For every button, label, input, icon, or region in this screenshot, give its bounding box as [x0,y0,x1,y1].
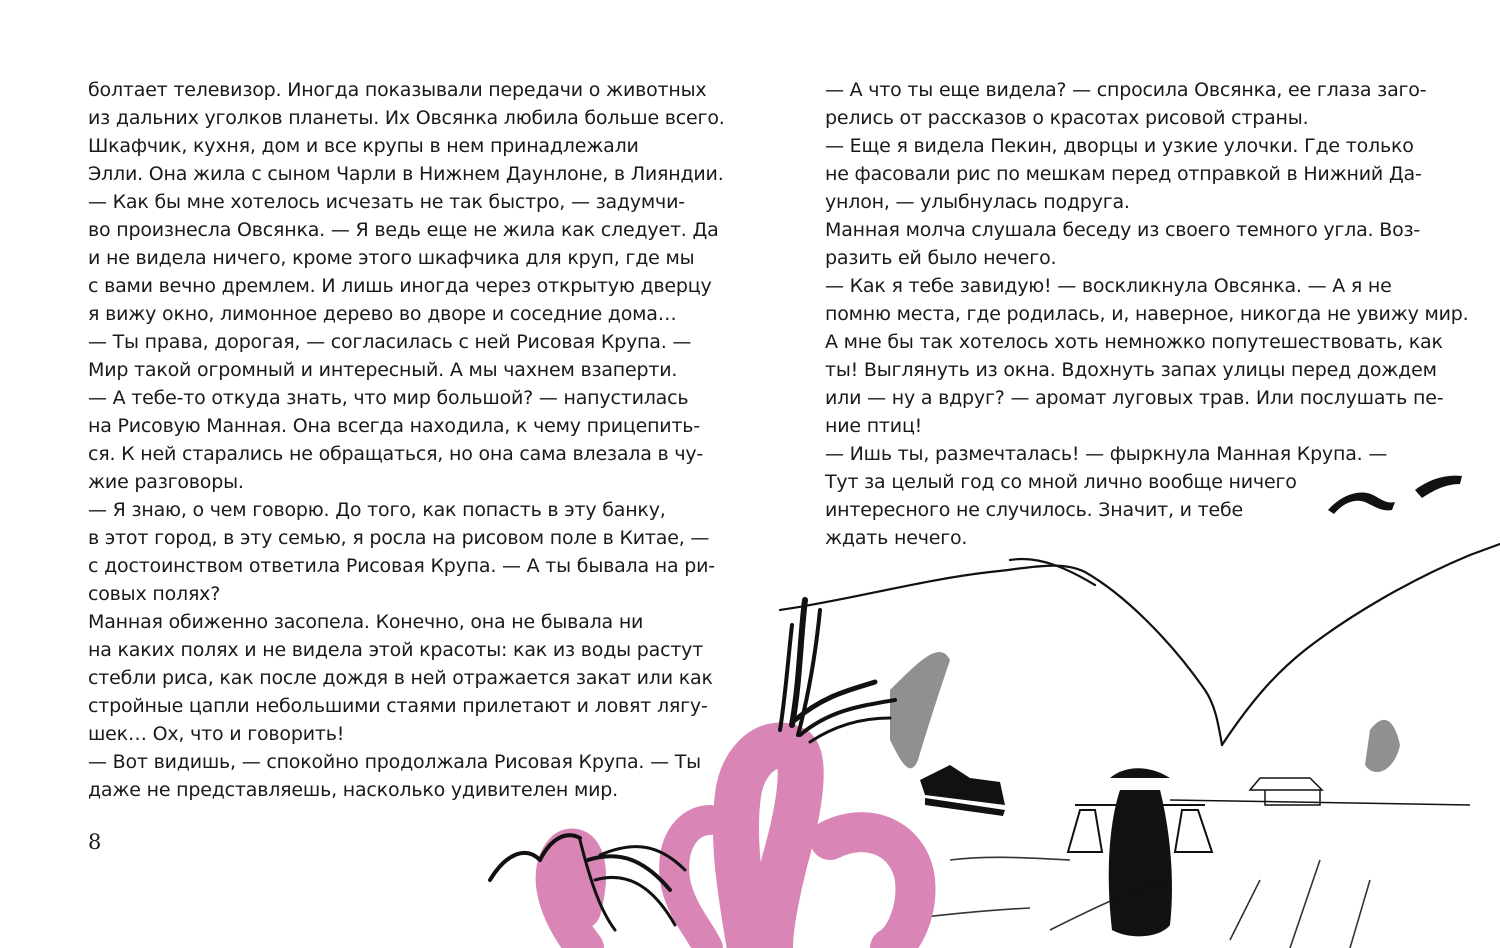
text-line: в этот город, в эту семью, я росла на рисовом поле в Китае, — [88,527,710,549]
text-line: разить ей было нечего. [825,247,1057,269]
birds-icon [1328,476,1462,514]
text-line: на Рисовую Манная. Она всегда находила, к чему прицепить- [88,415,700,437]
hill-wash-icon [890,652,1400,772]
village-houses-icon [920,765,1005,816]
text-line: стебли риса, как после дождя в ней отражается закат или как [88,667,713,689]
text-line: релись от рассказов о красотах рисовой страны. [825,107,1309,129]
text-line: болтает телевизор. Иногда показывали передачи о животных [88,79,707,101]
page-number: 8 [88,830,102,854]
text-line: унлон, — улыбнулась подруга. [825,191,1130,213]
text-line: Манная обиженно засопела. Конечно, она не бывала ни [88,611,644,633]
text-line: не фасовали рис по мешкам перед отправкой в Нижний Да- [825,163,1422,185]
text-line: Шкафчик, кухня, дом и все крупы в нем принадлежали [88,135,639,157]
farm-houses-icon [1170,778,1470,805]
text-line: совых полях? [88,583,221,605]
landscape-illustration [470,460,1500,948]
text-line: — Ты права, дорогая, — согласилась с ней Рисовая Крупа. — [88,331,692,353]
text-line: с достоинством ответила Рисовая Крупа. — А ты бывала на ри- [88,555,715,577]
mountains-icon [780,544,1500,745]
text-line: я вижу окно, лимонное дерево во дворе и соседние дома… [88,303,677,325]
text-line: даже не представляешь, насколько удивителен мир. [88,779,618,801]
text-line: из дальних уголков планеты. Их Овсянка любила больше всего. [88,107,725,129]
text-line: интересного не случилось. Значит, и тебе [825,499,1243,521]
text-line: шек… Ох, что и говорить! [88,723,345,745]
text-line: — Я знаю, о чем говорю. До того, как попасть в эту банку, [88,499,666,521]
text-line: — Как я тебе завидую! — воскликнула Овсянка. — А я не [825,275,1392,297]
text-line: — Еще я видела Пекин, дворцы и узкие улочки. Где только [825,135,1414,157]
text-line: стройные цапли небольшими стаями прилетают и ловят лягу- [88,695,708,717]
text-line: во произнесла Овсянка. — Я ведь еще не жила как следует. Да [88,219,719,241]
text-line: — Как бы мне хотелось исчезать не так быстро, — задумчи- [88,191,685,213]
text-line: ние птиц! [825,415,923,437]
text-line: А мне бы так хотелось хоть немножко попутешествовать, как [825,331,1443,353]
text-line: — Ишь ты, размечталась! — фыркнула Манная Крупа. — [825,443,1388,465]
text-line: ждать нечего. [825,527,968,549]
text-line: — А что ты еще видела? — спросила Овсянка, ее глаза заго- [825,79,1427,101]
text-line: ты! Выглянуть из окна. Вдохнуть запах улицы перед дождем [825,359,1437,381]
text-line: на каких полях и не видела этой красоты: как из воды растут [88,639,704,661]
text-line: — Вот видишь, — спокойно продолжала Рисовая Крупа. — Ты [88,751,701,773]
text-line: помню места, где родилась, и, наверное, никогда не увижу мир. [825,303,1469,325]
text-line: Мир такой огромный и интересный. А мы чахнем взаперти. [88,359,678,381]
text-line: — А тебе-то откуда знать, что мир большой? — напустилась [88,387,689,409]
text-line: жие разговоры. [88,471,244,493]
text-line: с вами вечно дремлем. И лишь иногда через открытую дверцу [88,275,712,297]
text-line: или — ну а вдруг? — аромат луговых трав. Или послушать пе- [825,387,1444,409]
text-line: и не видела ничего, кроме этого шкафчика для круп, где мы [88,247,695,269]
text-line: Тут за целый год со мной лично вообще ничего [825,471,1297,493]
text-line: Манная молча слушала беседу из своего темного угла. Воз- [825,219,1421,241]
text-line: ся. К ней старались не обращаться, но она сама влезала в чу- [88,443,704,465]
text-line: Элли. Она жила с сыном Чарли в Нижнем Даунлоне, в Лияндии. [88,163,724,185]
